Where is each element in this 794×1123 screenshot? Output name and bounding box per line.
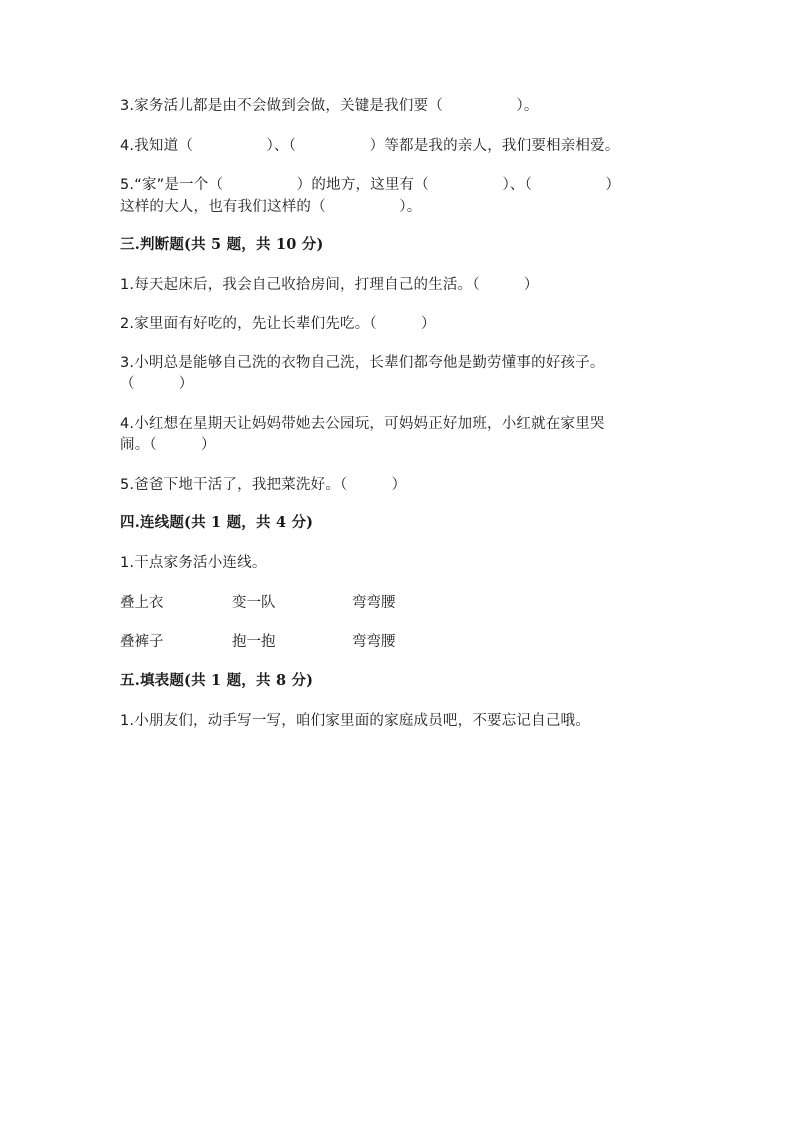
match-row1-col3: 弯弯腰 xyxy=(352,595,396,611)
fill-blank-q4: 4.我知道（ ）、（ ）等都是我的亲人，我们要相亲相爱。 xyxy=(120,138,620,154)
match-row2-col1: 叠裤子 xyxy=(120,634,164,650)
match-row2-col3: 弯弯腰 xyxy=(352,634,396,650)
fill-blank-q5-line1: 5.“家”是一个（ ）的地方，这里有（ ）、（ ） xyxy=(120,177,621,193)
judge-q3-line1: 3.小明总是能够自己洗的衣物自己洗，长辈们都夸他是勤劳懂事的好孩子。 xyxy=(120,355,605,371)
section-match-heading: 四.连线题(共 1 题，共 4 分) xyxy=(120,514,314,531)
table-q1: 1.小朋友们，动手写一写，咱们家里面的家庭成员吧，不要忘记自己哦。 xyxy=(120,713,590,729)
judge-q3-line2: （ ） xyxy=(120,376,194,392)
judge-q1: 1.每天起床后，我会自己收拾房间，打理自己的生活。（ ） xyxy=(120,277,539,293)
match-q1: 1.干点家务活小连线。 xyxy=(120,555,267,571)
match-row1-col1: 叠上衣 xyxy=(120,595,164,611)
section-judge-heading: 三.判断题(共 5 题，共 10 分) xyxy=(120,236,324,253)
judge-q2: 2.家里面有好吃的，先让长辈们先吃。（ ） xyxy=(120,316,436,332)
judge-q4-line2: 闹。（ ） xyxy=(120,437,216,453)
fill-blank-q5-line2: 这样的大人，也有我们这样的（ ）。 xyxy=(120,199,422,215)
section-table-heading: 五.填表题(共 1 题，共 8 分) xyxy=(120,672,314,689)
judge-q5: 5.爸爸下地干活了，我把菜洗好。（ ） xyxy=(120,477,407,493)
judge-q4-line1: 4.小红想在星期天让妈妈带她去公园玩，可妈妈正好加班，小红就在家里哭 xyxy=(120,416,605,432)
match-row2-col2: 抱一抱 xyxy=(232,634,276,650)
match-row1-col2: 变一队 xyxy=(232,595,276,611)
fill-blank-q3: 3.家务活儿都是由不会做到会做，关键是我们要（ ）。 xyxy=(120,98,539,114)
